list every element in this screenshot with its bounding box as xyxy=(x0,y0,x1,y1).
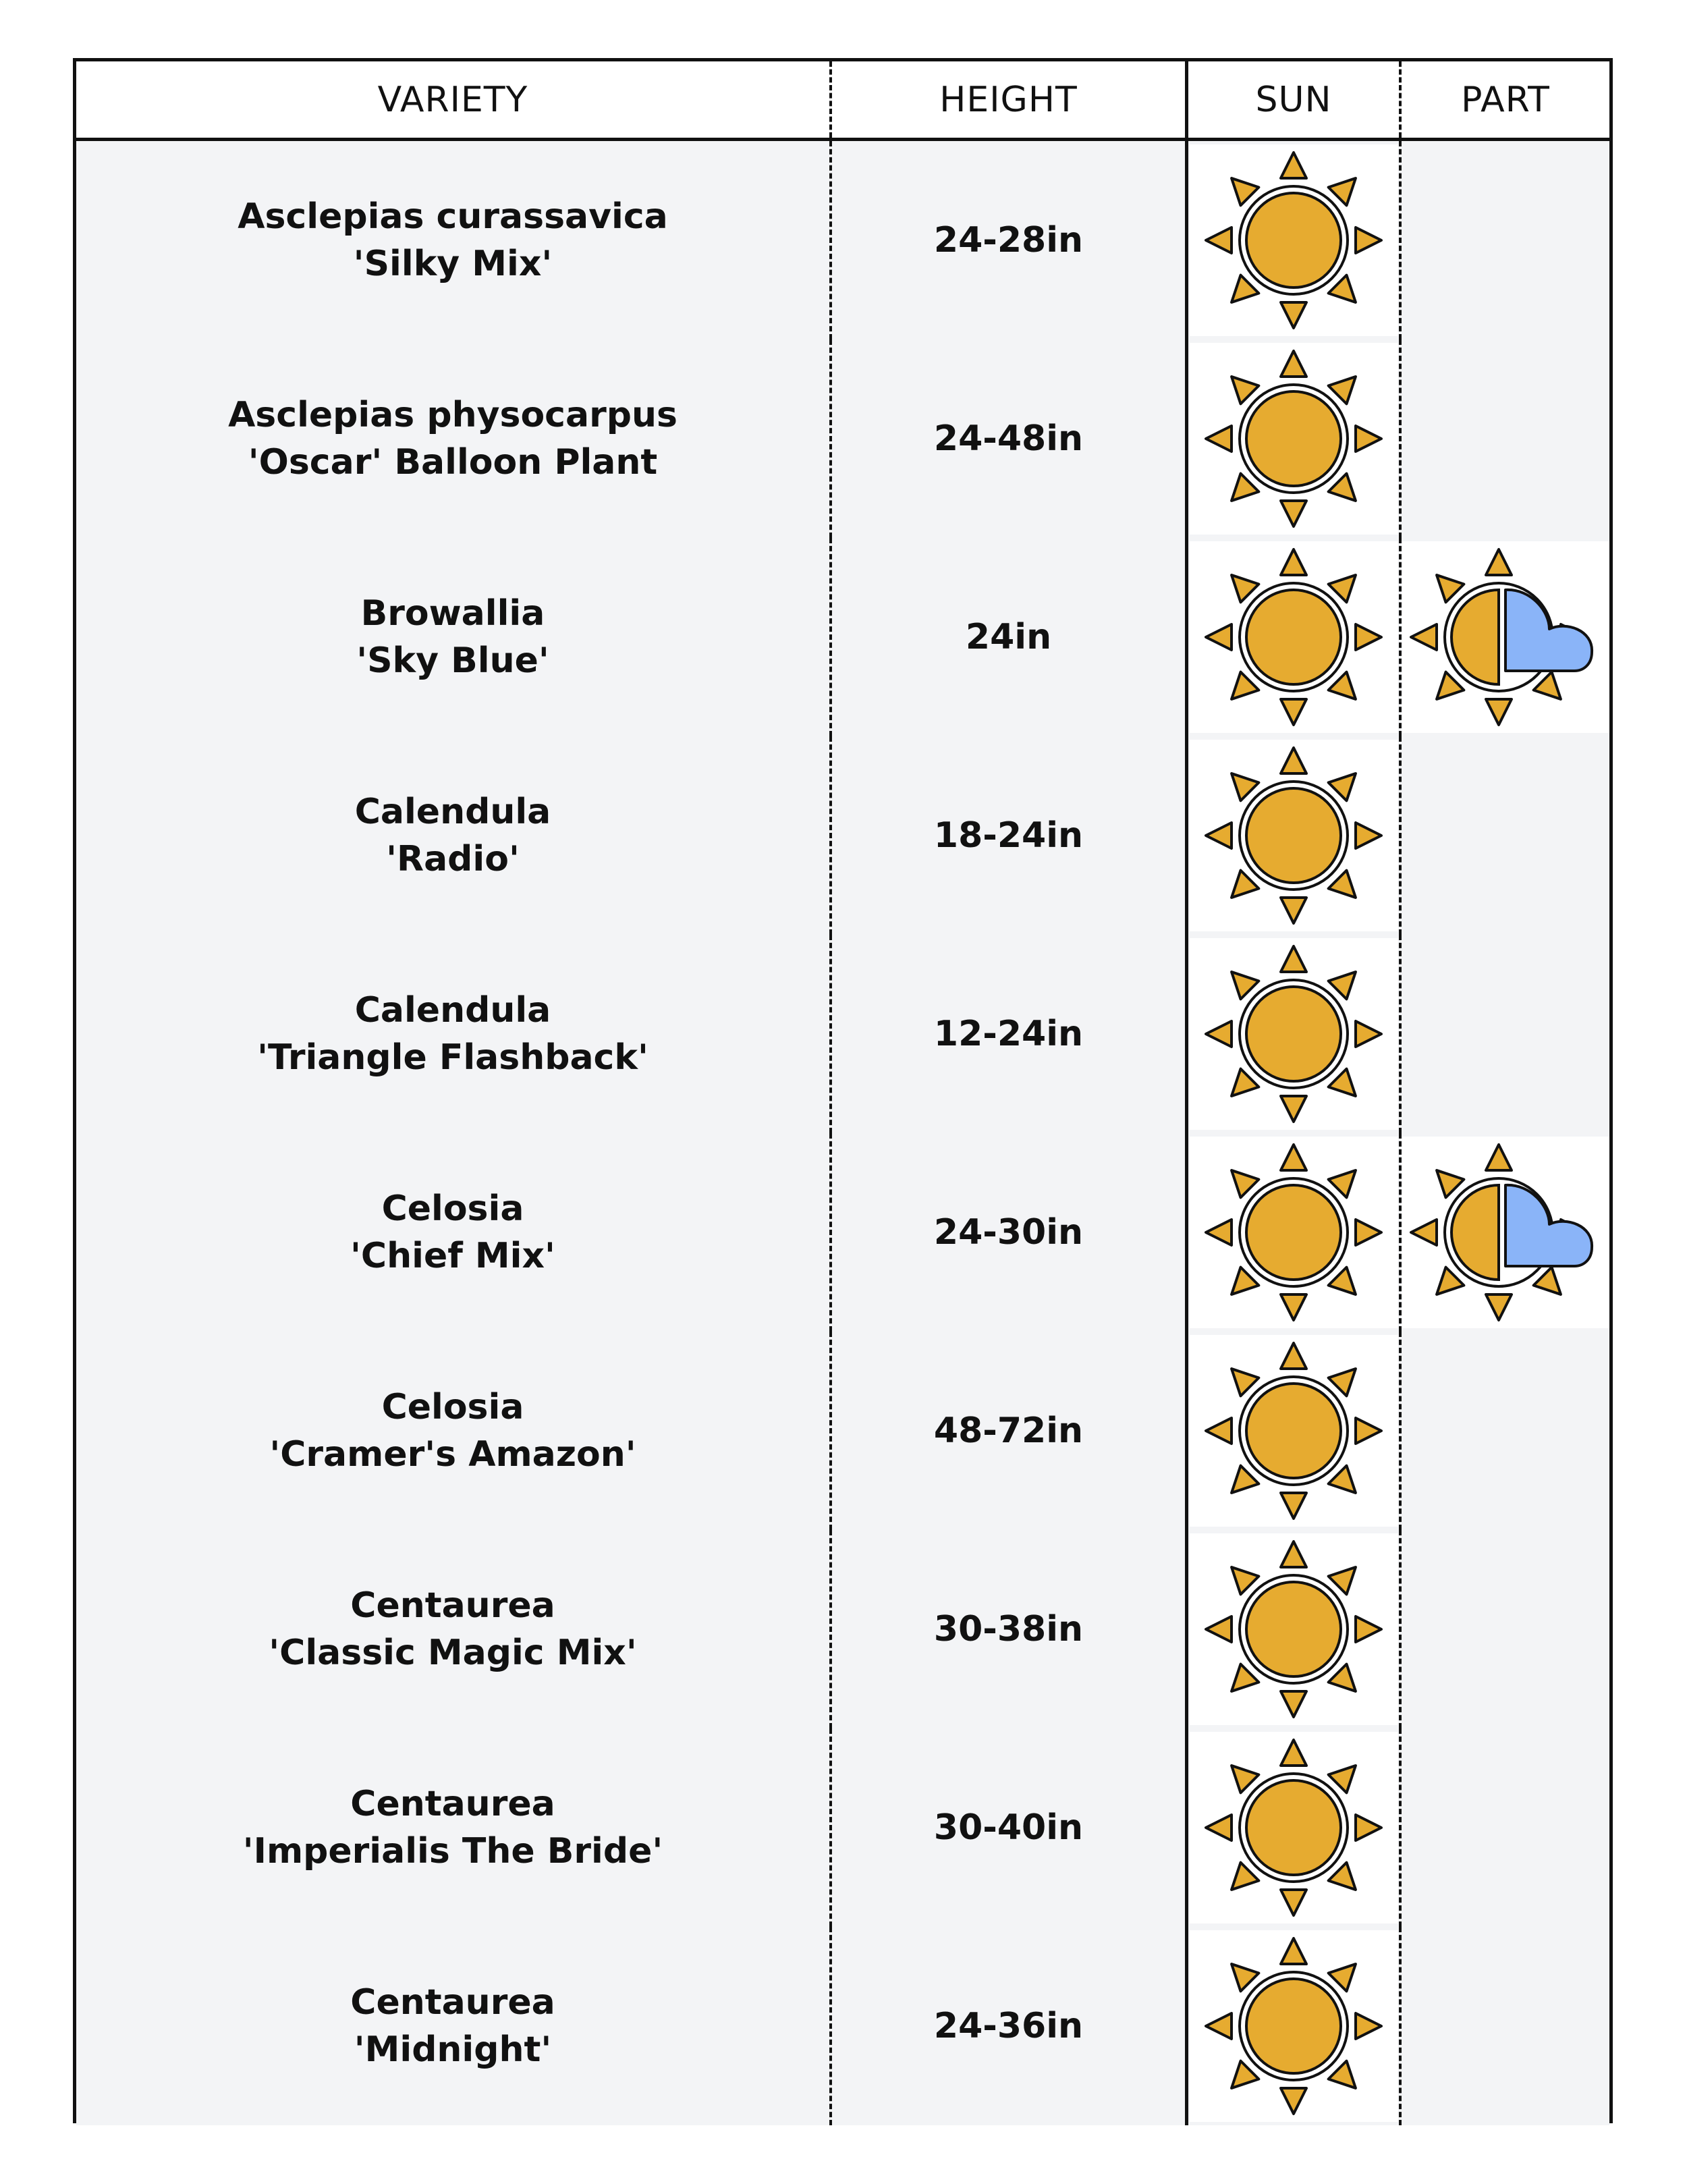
table-row xyxy=(76,1530,1609,1732)
plant-table xyxy=(73,58,1613,2123)
cultivar-name: 'Chief Mix' xyxy=(350,1236,555,1276)
sun-cell xyxy=(1188,538,1402,736)
species-name: Asclepias physocarpus xyxy=(228,395,677,435)
variety-cell xyxy=(76,1530,832,1728)
sun-icon xyxy=(1196,1930,1391,2122)
height-value: 24-36in xyxy=(933,2006,1084,2046)
variety-name xyxy=(355,788,551,883)
height-cell xyxy=(832,339,1188,538)
height-value: 48-72in xyxy=(933,1411,1084,1451)
sun-icon-box xyxy=(1189,343,1398,535)
sun-icon-box xyxy=(1189,1732,1398,1923)
height-cell xyxy=(832,736,1188,935)
sun-cell xyxy=(1188,141,1402,339)
variety-name xyxy=(350,1185,555,1280)
table-row xyxy=(76,1133,1609,1335)
table-header xyxy=(76,61,1609,141)
species-name: Centaurea xyxy=(350,1982,555,2023)
sun-cell xyxy=(1188,1133,1402,1332)
sun-cell xyxy=(1188,1728,1402,1927)
cultivar-name: 'Silky Mix' xyxy=(353,244,553,284)
height-value: 24-30in xyxy=(933,1212,1084,1253)
variety-name xyxy=(228,391,677,486)
variety-cell xyxy=(76,1927,832,2125)
variety-name xyxy=(350,1979,555,2073)
table-row xyxy=(76,935,1609,1137)
part-cell xyxy=(1402,1332,1609,1530)
sun-icon xyxy=(1196,144,1391,336)
header-sun: SUN xyxy=(1188,61,1402,138)
species-name: Asclepias curassavica xyxy=(238,196,668,237)
variety-cell xyxy=(76,1728,832,1927)
cultivar-name: 'Cramer's Amazon' xyxy=(269,1434,636,1475)
variety-cell xyxy=(76,1332,832,1530)
table-row xyxy=(76,1927,1609,2125)
sun-icon-box xyxy=(1189,1335,1398,1527)
variety-name xyxy=(269,1384,636,1478)
height-cell xyxy=(832,141,1188,339)
cultivar-name: 'Imperialis The Bride' xyxy=(242,1831,663,1872)
header-part: PART xyxy=(1461,79,1550,120)
height-cell xyxy=(832,1332,1188,1530)
height-cell xyxy=(832,538,1188,736)
sun-icon xyxy=(1196,1137,1391,1328)
sun-icon xyxy=(1196,343,1391,535)
cultivar-name: 'Midnight' xyxy=(354,2029,552,2070)
cultivar-name: 'Classic Magic Mix' xyxy=(269,1633,637,1673)
sun-icon-box xyxy=(1189,740,1398,931)
variety-name xyxy=(257,987,648,1081)
height-value: 12-24in xyxy=(933,1014,1084,1054)
sun-icon xyxy=(1196,541,1391,733)
table-row xyxy=(76,1728,1609,1930)
part-icon-box xyxy=(1402,1137,1609,1328)
cultivar-name: 'Oscar' Balloon Plant xyxy=(248,442,658,483)
cultivar-name: 'Triangle Flashback' xyxy=(257,1037,648,1078)
species-name: Centaurea xyxy=(350,1784,555,1824)
sun-icon-box xyxy=(1189,541,1398,733)
sun-cell xyxy=(1188,1332,1402,1530)
species-name: Calendula xyxy=(354,792,551,832)
sun-cell xyxy=(1188,935,1402,1133)
variety-name xyxy=(269,1582,637,1676)
variety-cell xyxy=(76,736,832,935)
species-name: Calendula xyxy=(354,990,551,1031)
part-icon-box xyxy=(1402,541,1609,733)
part-cell xyxy=(1402,1927,1609,2125)
sun-icon xyxy=(1196,1335,1391,1527)
variety-name xyxy=(356,590,549,684)
sun-icon-box xyxy=(1189,1930,1398,2122)
sun-icon-box xyxy=(1189,144,1398,336)
part-sun-cloud-icon xyxy=(1404,541,1607,733)
sun-icon-box xyxy=(1189,1533,1398,1725)
height-value: 30-40in xyxy=(933,1807,1084,1848)
part-cell xyxy=(1402,339,1609,538)
species-name: Browallia xyxy=(360,593,545,634)
height-cell xyxy=(832,1728,1188,1927)
sun-icon-box xyxy=(1189,938,1398,1130)
height-value: 24-28in xyxy=(933,220,1084,261)
part-cell xyxy=(1402,141,1609,339)
cultivar-name: 'Radio' xyxy=(386,839,520,879)
part-sun-cloud-icon xyxy=(1404,1137,1607,1328)
height-value: 18-24in xyxy=(933,815,1084,856)
table-row xyxy=(76,538,1609,740)
variety-name xyxy=(243,1780,663,1875)
variety-cell xyxy=(76,538,832,736)
sun-cell xyxy=(1188,1530,1402,1728)
part-cell xyxy=(1402,1728,1609,1927)
header-variety: VARIETY xyxy=(76,61,832,138)
species-name: Centaurea xyxy=(350,1585,555,1626)
height-cell xyxy=(832,1133,1188,1332)
height-value: 24in xyxy=(965,617,1052,657)
sun-icon xyxy=(1196,938,1391,1130)
sun-icon xyxy=(1196,1533,1391,1725)
variety-cell xyxy=(76,935,832,1133)
height-cell xyxy=(832,1530,1188,1728)
variety-cell xyxy=(76,339,832,538)
sun-icon xyxy=(1196,1732,1391,1923)
table-row xyxy=(76,141,1609,343)
part-cell xyxy=(1402,935,1609,1133)
table-row xyxy=(76,1332,1609,1533)
sun-icon-box xyxy=(1189,1137,1398,1328)
part-cell xyxy=(1402,736,1609,935)
sun-icon xyxy=(1196,740,1391,931)
part-cell xyxy=(1402,1133,1609,1332)
variety-name xyxy=(238,193,668,288)
table-row xyxy=(76,736,1609,938)
species-name: Celosia xyxy=(381,1189,524,1229)
height-value: 30-38in xyxy=(933,1609,1084,1649)
sun-cell xyxy=(1188,1927,1402,2125)
sun-cell xyxy=(1188,339,1402,538)
cultivar-name: 'Sky Blue' xyxy=(356,640,549,681)
variety-cell xyxy=(76,1133,832,1332)
height-value: 24-48in xyxy=(933,418,1084,459)
part-cell xyxy=(1402,1530,1609,1728)
sun-cell xyxy=(1188,736,1402,935)
part-cell xyxy=(1402,538,1609,736)
header-height: HEIGHT xyxy=(832,61,1188,138)
height-cell xyxy=(832,1927,1188,2125)
table-row xyxy=(76,339,1609,541)
species-name: Celosia xyxy=(381,1387,524,1427)
variety-cell xyxy=(76,141,832,339)
height-cell xyxy=(832,935,1188,1133)
